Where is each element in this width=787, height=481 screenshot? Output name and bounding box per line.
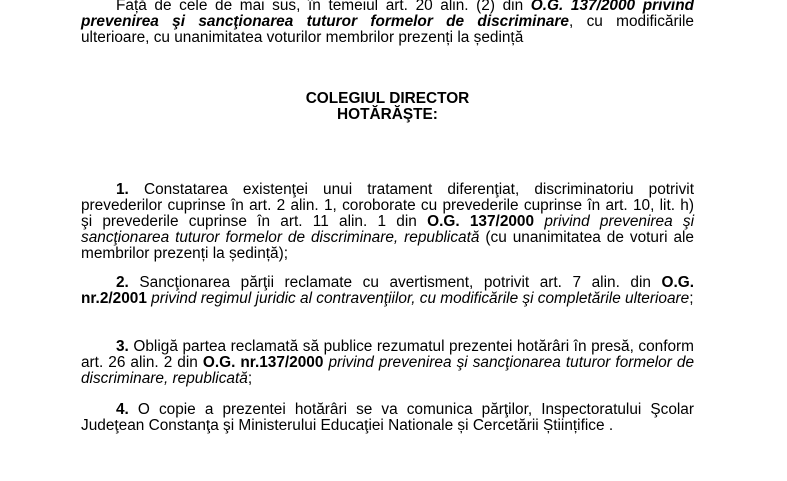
item-text-end: (cu unanimitatea de voturi ale membrilor prezenți la ședință); xyxy=(81,229,694,262)
item-text: Constatarea existenţei unui tratament diferenţiat, discriminatoriu potrivit prevederilor cuprinse în art. 2 alin. 1, coroborate cu prevederile cuprinse în art. 10, lit. h) şi prevederile cuprinse în art. 11 alin. 1 din xyxy=(81,181,694,230)
decision-item-3 xyxy=(81,339,694,387)
item-law-title: privind prevenirea şi sancţionarea tuturor formelor de discriminare, republicată xyxy=(81,213,695,246)
item-number: 3. xyxy=(116,338,129,355)
decision-item-2 xyxy=(81,275,694,307)
item-law-reference: O.G. 137/2000 xyxy=(427,213,535,230)
item-number: 2. xyxy=(116,274,129,291)
item-text-end: ; xyxy=(247,370,253,387)
intro-text-end: , cu modificările ulterioare, cu unanimitatea voturilor membrilor prezenți la ședință xyxy=(81,13,694,46)
item-text-end: ; xyxy=(689,290,694,307)
item-text: Obligă partea reclamată să publice rezumatul prezentei hotărâri în presă, conform art. 26 alin. 2 din xyxy=(81,338,694,371)
heading-colegiul-director: COLEGIUL DIRECTOR xyxy=(305,90,470,107)
item-number: 1. xyxy=(116,181,129,198)
decision-item-1 xyxy=(81,182,694,262)
item-law-reference: O.G. nr.2/2001 xyxy=(81,274,694,307)
intro-law-reference: O.G. 137/2000 privind prevenirea şi sancţionarea tuturor formelor de discriminare xyxy=(81,0,694,30)
item-law-reference: O.G. nr.137/2000 xyxy=(202,354,324,371)
item-law-title: privind prevenirea şi sancţionarea tuturor formelor de discriminare, republicată xyxy=(81,354,695,387)
item-text: O copie a prezentei hotărâri se va comunica părţilor, Inspectoratului Şcolar Judeţean Constanţa şi Ministerului Educaţiei Nationale și Cercetării Științifice . xyxy=(81,401,694,434)
heading-hotaraste: HOTĂRĂŞTE: xyxy=(337,106,438,123)
intro-paragraph xyxy=(81,0,694,46)
item-text: Sancţionarea părţii reclamate cu avertisment, potrivit art. 7 alin. din xyxy=(128,274,662,291)
intro-text: Față de cele de mai sus, în temeiul art. 20 alin. (2) din xyxy=(116,0,531,14)
item-law-title: privind regimul juridic al contravenţiilor, cu modificările şi completările ulterioare xyxy=(146,290,690,307)
item-number: 4. xyxy=(116,401,129,418)
decision-item-4 xyxy=(81,402,694,434)
